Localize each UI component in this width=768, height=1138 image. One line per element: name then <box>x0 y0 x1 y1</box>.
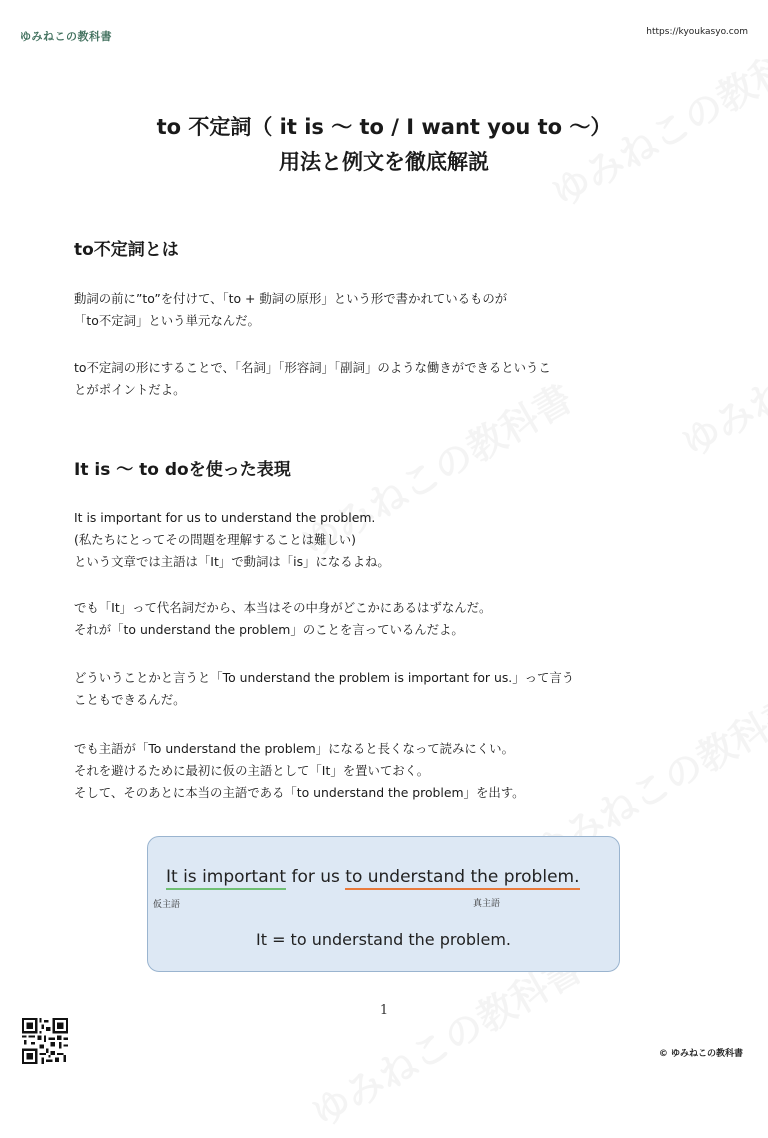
site-url[interactable]: https://kyoukasyo.com <box>646 27 748 37</box>
page-title <box>0 110 768 180</box>
text-line: でも主語が「To understand the problem」になると長くなって読みにくい。 <box>74 741 514 756</box>
text-line: それを避けるために最初に仮の主語として「It」を置いておく。 <box>74 763 430 778</box>
section-heading-it-is-to-do: It is 〜 to doを使った表現 <box>74 460 291 480</box>
text-line: でも「It」って代名詞だから、本当はその中身がどこかにあるはずなんだ。 <box>74 600 492 615</box>
text-line: 「to不定詞」という単元なんだ。 <box>74 313 260 328</box>
copyright <box>659 1046 743 1059</box>
copyright-icon: © <box>658 1049 668 1059</box>
title-line-2: 用法と例文を徹底解説 <box>279 150 489 174</box>
text-line: 動詞の前に”to”を付けて、「to + 動詞の原形」という形で書かれているものが <box>74 291 508 306</box>
paragraph <box>74 667 574 711</box>
true-subject-phrase: to understand the problem. <box>345 867 579 890</box>
example-sentence <box>166 867 580 887</box>
equation: It = to understand the problem. <box>255 930 511 949</box>
text-line: こともできるんだ。 <box>74 692 186 707</box>
text-line: It is important for us to understand the problem. <box>74 510 376 525</box>
middle-phrase: for us <box>286 867 346 887</box>
text-line: とがポイントだよ。 <box>74 382 186 397</box>
text-line: to不定詞の形にすることで、「名詞」「形容詞」「副詞」のような働きができるというこ <box>74 360 551 375</box>
example-figure <box>147 836 620 972</box>
watermark <box>670 344 768 468</box>
section-heading-to-infinitive: to不定詞とは <box>74 240 179 260</box>
paragraph <box>74 507 390 573</box>
copyright-text: ゆみねこの教科書 <box>670 1049 743 1059</box>
dummy-subject-phrase: It is important <box>166 867 286 890</box>
text-line: それが「to understand the problem」のことを言っているんだよ。 <box>74 622 464 637</box>
dummy-subject-label: 仮主語 <box>153 900 181 910</box>
qr-code-icon[interactable] <box>22 1018 68 1064</box>
page-number: 1 <box>379 1003 389 1018</box>
paragraph <box>74 738 525 804</box>
text-line: そして、そのあとに本当の主語である「to understand the problem」を出す。 <box>74 785 525 800</box>
site-logo[interactable]: ゆみねこの教科書 <box>20 30 112 43</box>
true-subject-label: 真主語 <box>473 899 501 909</box>
paragraph <box>74 288 507 332</box>
title-line-1: to 不定詞（ it is 〜 to / I want you to 〜） <box>156 115 612 139</box>
text-line: (私たちにとってその問題を理解することは難しい) <box>74 532 357 547</box>
paragraph <box>74 357 551 401</box>
text-line: という文章では主語は「It」で動詞は「is」になるよね。 <box>74 554 390 569</box>
text-line: どういうことかと言うと「To understand the problem is important for us.」って言う <box>74 670 575 685</box>
paragraph <box>74 597 491 641</box>
